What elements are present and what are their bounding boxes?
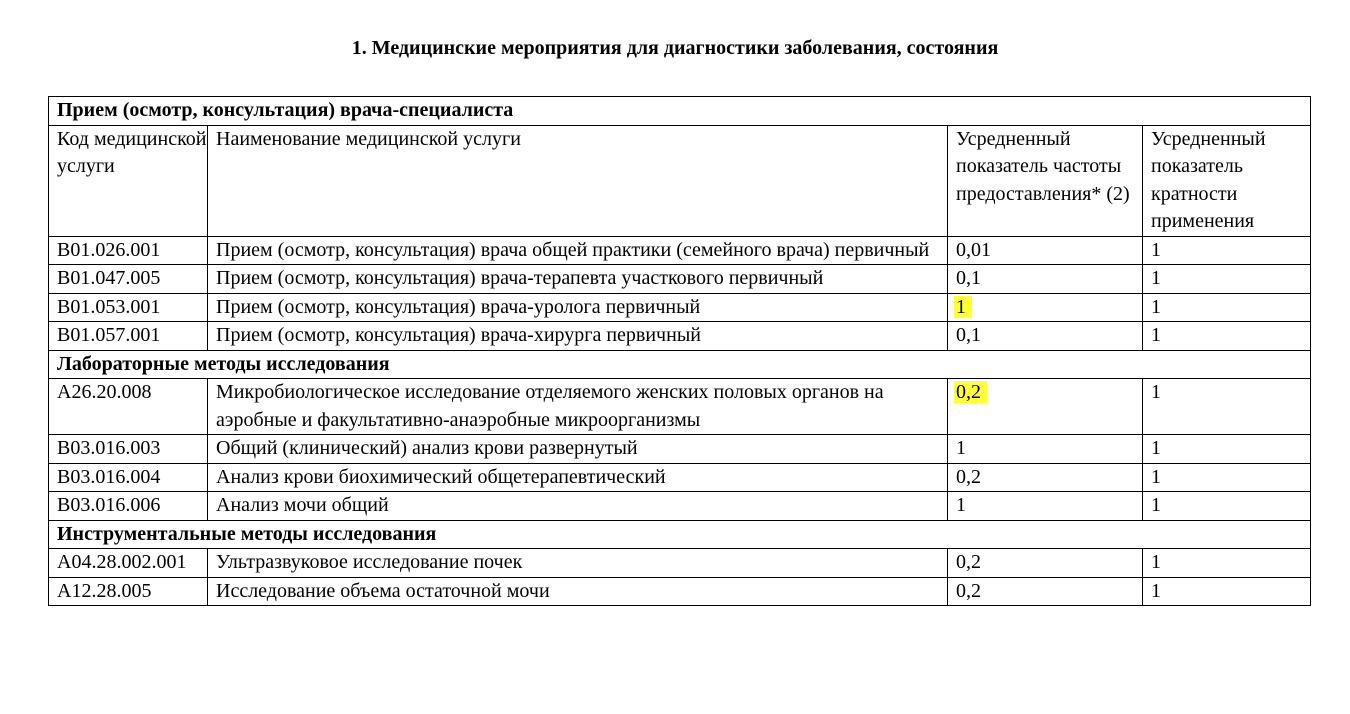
multiplicity-value: 1 — [1143, 549, 1311, 578]
multiplicity-value: 1 — [1143, 435, 1311, 464]
multiplicity-value: 1 — [1143, 577, 1311, 606]
section-heading: Инструментальные методы исследования — [49, 520, 1311, 549]
service-name: Прием (осмотр, консультация) врача-хирурга первичный — [208, 322, 948, 351]
frequency-value: 1 — [948, 435, 1143, 464]
service-code: B01.057.001 — [49, 322, 208, 351]
service-name: Прием (осмотр, консультация) врача-уролога первичный — [208, 293, 948, 322]
highlight-mark: 1 — [954, 296, 972, 318]
services-table — [48, 96, 1311, 606]
multiplicity-value: 1 — [1143, 322, 1311, 351]
table-row — [49, 293, 1311, 322]
service-code: A04.28.002.001 — [49, 549, 208, 578]
table-row — [49, 435, 1311, 464]
frequency-value: 0,01 — [948, 236, 1143, 265]
service-name: Анализ мочи общий — [208, 492, 948, 521]
frequency-value: 0,1 — [948, 265, 1143, 294]
multiplicity-value: 1 — [1143, 265, 1311, 294]
service-code: A26.20.008 — [49, 379, 208, 435]
column-header-name: Наименование медицинской услуги — [208, 125, 948, 236]
column-header-code: Код медицинской услуги — [49, 125, 208, 236]
frequency-value: 0,1 — [948, 322, 1143, 351]
service-name: Исследование объема остаточной мочи — [208, 577, 948, 606]
service-code: B03.016.004 — [49, 463, 208, 492]
service-name: Ультразвуковое исследование почек — [208, 549, 948, 578]
table-row — [49, 379, 1311, 435]
service-code: B03.016.003 — [49, 435, 208, 464]
frequency-value — [948, 379, 1143, 435]
table-row — [49, 265, 1311, 294]
service-name: Общий (клинический) анализ крови развернутый — [208, 435, 948, 464]
service-name: Прием (осмотр, консультация) врача-терапевта участкового первичный — [208, 265, 948, 294]
column-header-row — [49, 125, 1311, 236]
table-row — [49, 549, 1311, 578]
multiplicity-value: 1 — [1143, 293, 1311, 322]
section-heading: Прием (осмотр, консультация) врача-специалиста — [49, 97, 1311, 126]
service-code: B01.053.001 — [49, 293, 208, 322]
frequency-value: 1 — [948, 492, 1143, 521]
multiplicity-value: 1 — [1143, 236, 1311, 265]
column-header-multiplicity: Усредненный показатель кратности применения — [1143, 125, 1311, 236]
frequency-value: 0,2 — [948, 549, 1143, 578]
page-title: 1. Медицинские мероприятия для диагностики заболевания, состояния — [351, 37, 999, 59]
column-header-frequency: Усредненный показатель частоты предоставления* (2) — [948, 125, 1143, 236]
service-code: B01.026.001 — [49, 236, 208, 265]
frequency-value: 0,2 — [948, 463, 1143, 492]
service-name: Анализ крови биохимический общетерапевтический — [208, 463, 948, 492]
table-row — [49, 322, 1311, 351]
multiplicity-value: 1 — [1143, 492, 1311, 521]
service-name: Микробиологическое исследование отделяемого женских половых органов на аэробные и факультативно-анаэробные микроорганизмы — [208, 379, 948, 435]
table-row — [49, 236, 1311, 265]
frequency-value: 0,2 — [948, 577, 1143, 606]
highlight-mark: 0,2 — [954, 381, 987, 403]
multiplicity-value: 1 — [1143, 463, 1311, 492]
section-heading-row — [49, 520, 1311, 549]
service-name: Прием (осмотр, консультация) врача общей практики (семейного врача) первичный — [208, 236, 948, 265]
frequency-value — [948, 293, 1143, 322]
services-table-body — [49, 97, 1311, 606]
section-heading: Лабораторные методы исследования — [49, 350, 1311, 379]
table-row — [49, 492, 1311, 521]
multiplicity-value: 1 — [1143, 379, 1311, 435]
table-row — [49, 577, 1311, 606]
service-code: B01.047.005 — [49, 265, 208, 294]
service-code: A12.28.005 — [49, 577, 208, 606]
table-row — [49, 463, 1311, 492]
section-heading-row — [49, 350, 1311, 379]
section-heading-row — [49, 97, 1311, 126]
service-code: B03.016.006 — [49, 492, 208, 521]
